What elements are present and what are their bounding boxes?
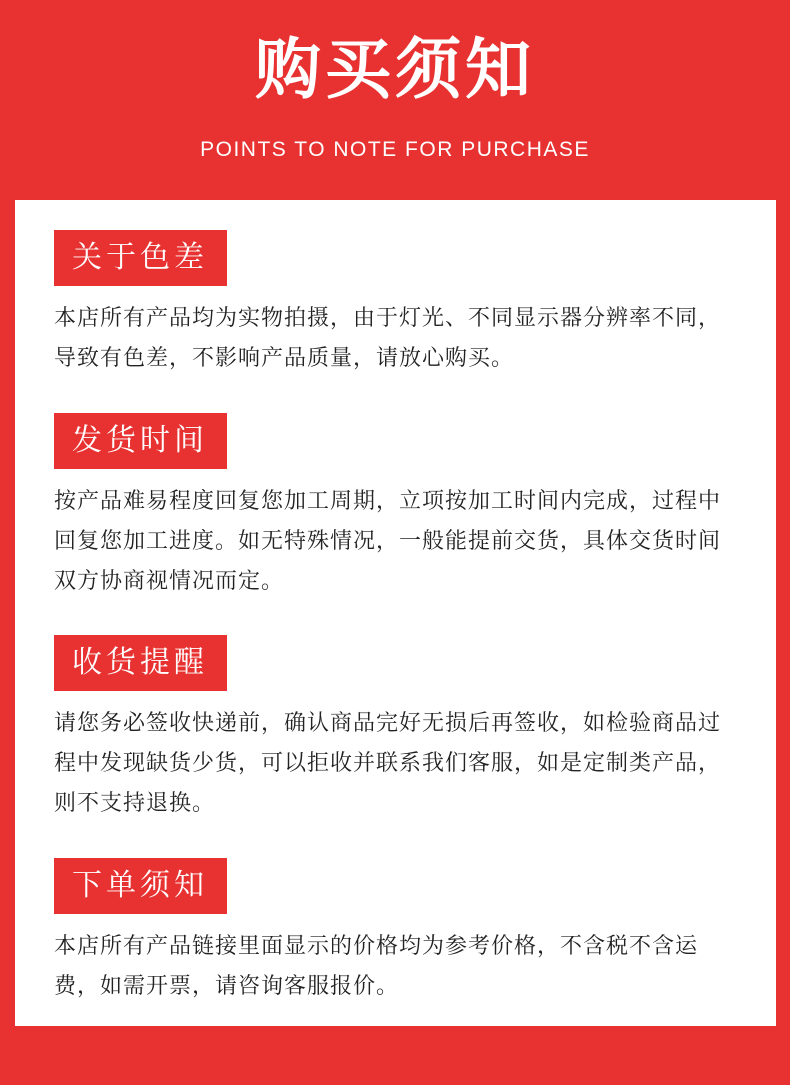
section-shipping-time (54, 413, 734, 602)
section-body: 本店所有产品均为实物拍摄，由于灯光、不同显示器分辨率不同，导致有色差，不影响产品质量，请放心购买。 (54, 306, 722, 371)
section-heading: 关于色差 (54, 230, 227, 286)
section-receipt-reminder (54, 635, 734, 824)
section-color-difference (54, 230, 734, 379)
page-subtitle: POINTS TO NOTE FOR PURCHASE (200, 138, 590, 161)
section-heading: 收货提醒 (54, 635, 227, 691)
section-heading: 发货时间 (54, 413, 227, 469)
section-body: 按产品难易程度回复您加工周期，立项按加工时间内完成，过程中回复您加工进度。如无特殊情况，一般能提前交货，具体交货时间双方协商视情况而定。 (54, 489, 722, 594)
page-title: 购买须知 (255, 31, 535, 108)
section-body: 请您务必签收快递前，确认商品完好无损后再签收，如检验商品过程中发现缺货少货，可以拒收并联系我们客服，如是定制类产品，则不支持退换。 (54, 711, 722, 816)
section-ordering-notice (54, 858, 734, 1007)
section-heading: 下单须知 (54, 858, 227, 914)
section-body: 本店所有产品链接里面显示的价格均为参考价格，不含税不含运费，如需开票，请咨询客服报价。 (54, 934, 699, 999)
notice-panel (15, 200, 776, 1026)
